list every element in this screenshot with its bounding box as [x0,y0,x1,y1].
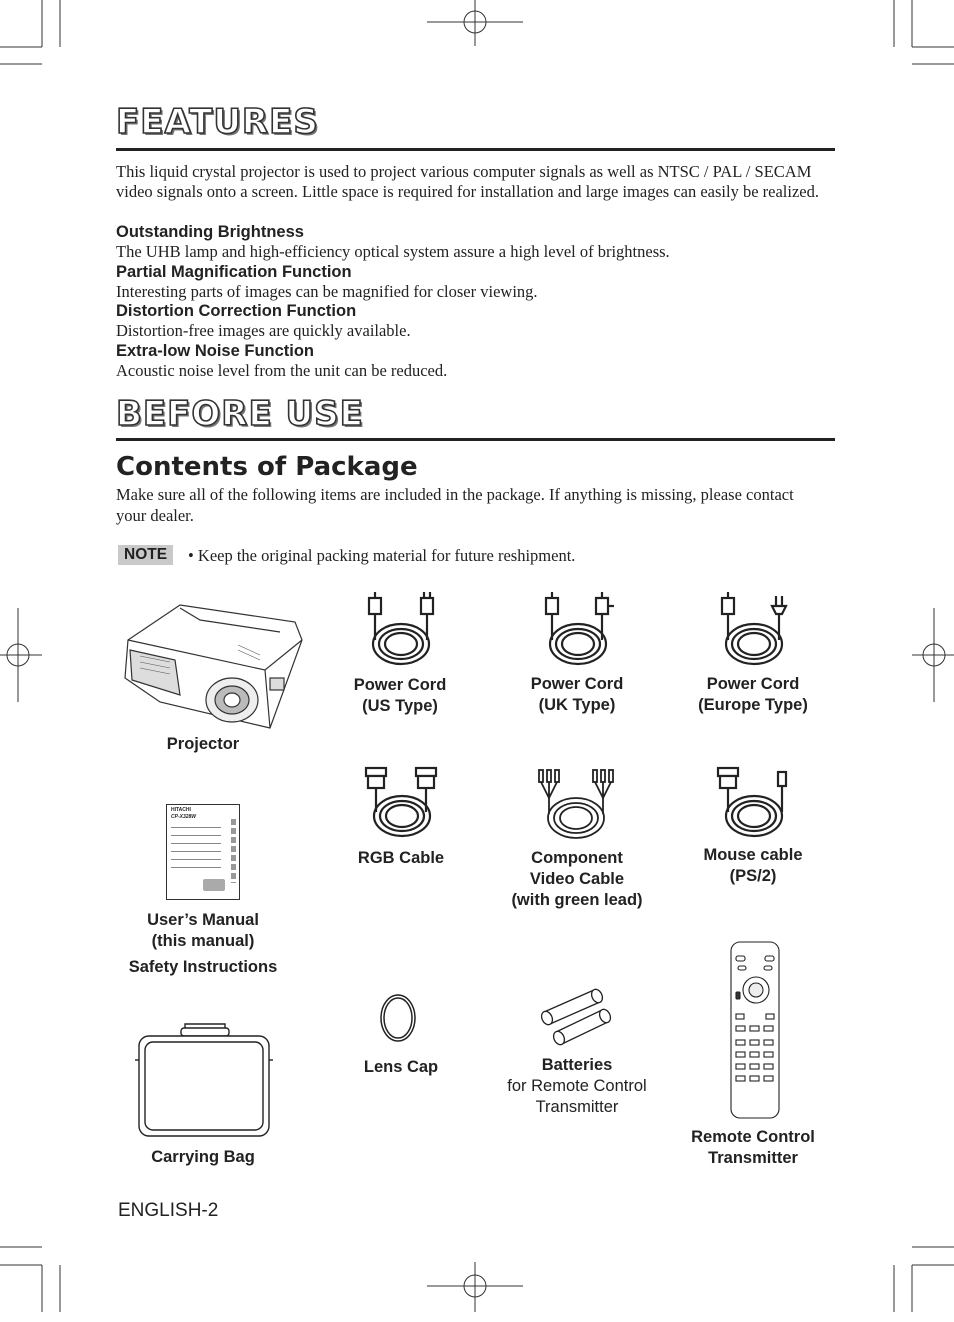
label-remote-line1: Remote Control [691,1128,815,1146]
before-use-title: BEFORE USE [116,394,364,434]
label-users-manual-line2: (this manual) [151,932,255,950]
mouse-cable-illustration [714,764,794,844]
manual-cover-model: CP-X328W [171,814,197,820]
component-video-cable-illustration [533,764,623,844]
feature-heading-brightness: Outstanding Brightness [116,223,304,241]
label-power-cord-europe-line2: (Europe Type) [698,696,808,714]
power-cord-us-illustration [361,592,441,672]
note-text: • Keep the original packing material for future reshipment. [188,546,576,565]
features-rule [116,148,835,151]
projector-illustration [120,600,310,740]
label-carrying-bag: Carrying Bag [151,1148,255,1166]
registration-mark-bottom [427,1262,527,1322]
label-batteries-line3: Transmitter [535,1098,619,1116]
label-component-cable-line3: (with green lead) [511,891,643,909]
label-lens-cap: Lens Cap [363,1058,439,1076]
label-batteries: Batteries [541,1056,613,1074]
label-component-cable-line1: Component [531,849,623,867]
feature-heading-magnification: Partial Magnification Function [116,263,352,281]
label-batteries-line2: for Remote Control [507,1077,647,1095]
label-power-cord-us-line1: Power Cord [353,676,447,694]
label-mouse-cable-line1: Mouse cable [703,846,803,864]
features-title: FEATURES [116,102,319,142]
label-projector: Projector [166,735,240,753]
feature-text-magnification: Interesting parts of images can be magnified for closer viewing. [116,282,538,301]
rgb-cable-illustration [362,764,442,844]
label-power-cord-europe-line1: Power Cord [706,675,800,693]
label-remote-line2: Transmitter [708,1149,798,1167]
label-safety-instructions: Safety Instructions [128,958,278,976]
feature-text-distortion: Distortion-free images are quickly available. [116,321,411,340]
label-mouse-cable-line2: (PS/2) [729,867,777,885]
registration-mark-right [908,600,954,710]
remote-control-illustration [726,940,786,1120]
carrying-bag-illustration [135,1020,275,1140]
feature-heading-noise: Extra-low Noise Function [116,342,315,360]
registration-mark-left [0,600,50,710]
feature-heading-distortion: Distortion Correction Function [116,302,357,320]
power-cord-uk-illustration [538,592,618,672]
users-manual-illustration [166,804,240,900]
manual-cover-brand: HITACHI [171,807,191,813]
lens-cap-illustration [380,994,420,1044]
feature-text-noise: Acoustic noise level from the unit can be reduced. [116,361,448,380]
label-power-cord-uk-line1: Power Cord [530,675,624,693]
power-cord-europe-illustration [714,592,794,672]
label-rgb-cable: RGB Cable [357,849,445,867]
features-intro: This liquid crystal projector is used to project various computer signals as well as NTSC / PAL / SECAM video signals onto a screen. Little space is required for installation and large images can easily be realized. [116,162,819,201]
registration-mark-top [427,0,527,60]
batteries-illustration [538,982,618,1052]
label-users-manual-line1: User’s Manual [147,911,259,929]
package-intro: Make sure all of the following items are included in the package. If anything is missing, please contact your dealer. [116,485,794,525]
page-number: ENGLISH-2 [118,1200,219,1221]
contents-of-package-heading: Contents of Package [116,452,418,482]
note-label: NOTE [118,545,173,565]
label-component-cable-line2: Video Cable [529,870,625,888]
label-power-cord-uk-line2: (UK Type) [538,696,616,714]
label-power-cord-us-line2: (US Type) [362,697,438,715]
before-use-rule [116,438,835,441]
feature-text-brightness: The UHB lamp and high-efficiency optical system assure a high level of brightness. [116,242,670,261]
